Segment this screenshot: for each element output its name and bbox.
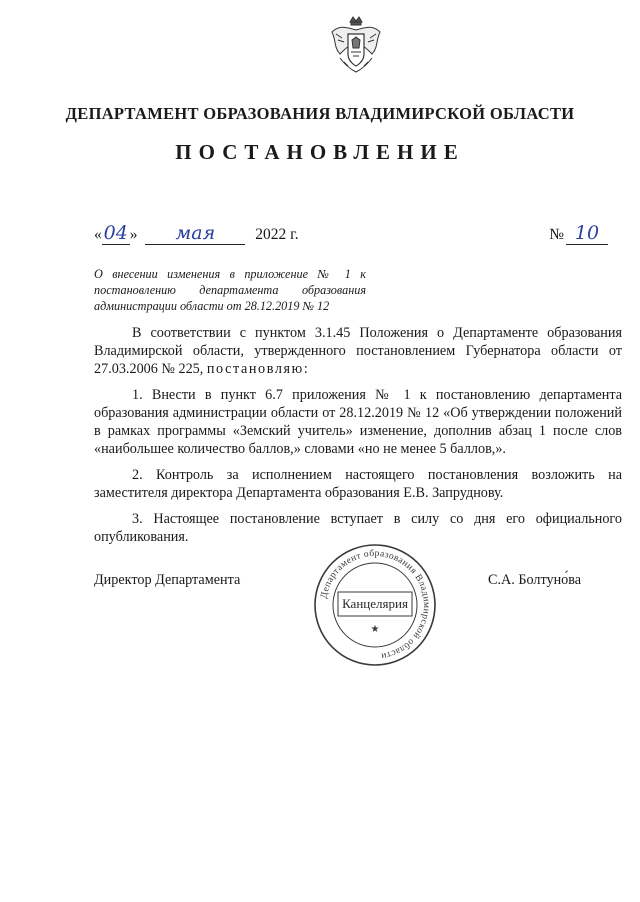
date-day: 04: [103, 222, 128, 244]
department-title: ДЕПАРТАМЕНТ ОБРАЗОВАНИЯ ВЛАДИМИРСКОЙ ОБЛАСТИ: [65, 104, 575, 123]
office-stamp: [310, 540, 440, 670]
body-item-1: 1. Внести в пункт 6.7 приложения № 1 к постановлению департамента образования администрации области от 28.12.2019 № 12 «Об утверждении положений в рамках программы «Земский учитель» изменение, дополнив абзац 1 после слов «наибольшее количество баллов,» словами «но не менее 5 баллов,».: [94, 387, 622, 457]
svg-text:★: ★: [370, 624, 380, 635]
document-type: ПОСТАНОВЛЕНИЕ: [175, 140, 465, 164]
document-date: [94, 222, 299, 245]
signatory-name: С.А. Болтуно́ва: [488, 572, 582, 588]
document-subject: О внесении изменения в приложение № 1 к постановлению департамента образования администрации области от 28.12.2019 № 12: [94, 267, 366, 313]
signatory-position: Директор Департамента: [94, 572, 241, 588]
stamp-ring-text: Департамент образования Владимирской области: [319, 548, 432, 661]
stamp-center-text: Канцелярия: [342, 596, 408, 611]
decree-word: постановляю:: [206, 361, 310, 377]
body-item-2: 2. Контроль за исполнением настоящего постановления возложить на заместителя директора Департамента образования Е.В. Запруднову.: [94, 467, 622, 501]
date-close-quote: »: [129, 226, 138, 243]
date-month: мая: [175, 222, 216, 244]
document-body: [94, 324, 622, 546]
intro-text: В соответствии с пунктом 3.1.45 Положения о Департаменте образования Владимирской области, утвержденного постановлением Губернатора области от 27.03.2006 № 225,: [94, 325, 622, 377]
body-item-3: 3. Настоящее постановление вступает в силу со дня его официального опубликования.: [94, 511, 622, 545]
coat-of-arms-icon: [326, 14, 386, 76]
date-open-quote: «: [94, 226, 102, 243]
number-prefix: №: [549, 226, 564, 243]
document-number: [549, 222, 608, 245]
number-value: 10: [574, 222, 600, 244]
date-year: 2022 г.: [255, 226, 299, 243]
intro-paragraph: [94, 324, 622, 378]
